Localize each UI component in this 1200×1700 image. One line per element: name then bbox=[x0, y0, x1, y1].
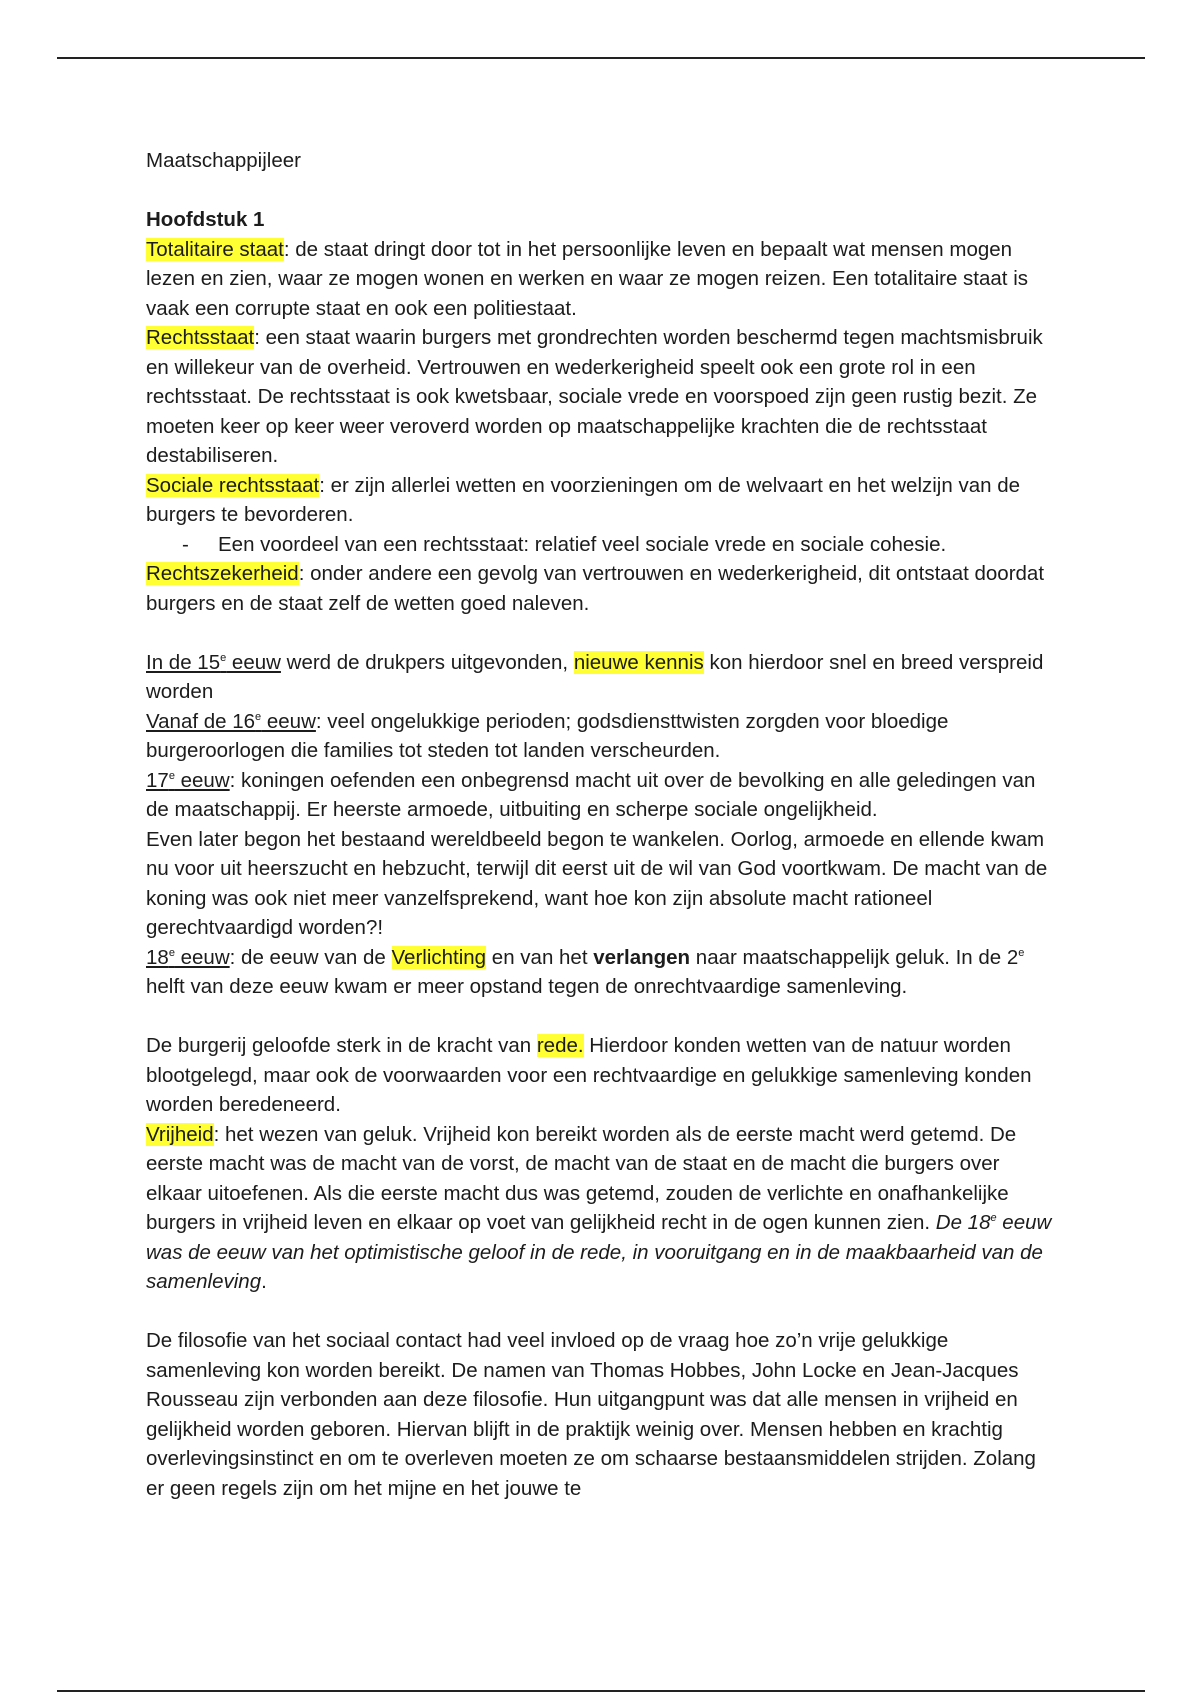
highlighted-term: Vrijheid bbox=[146, 1122, 214, 1146]
paragraph-15th-century: In de 15e eeuw werd de drukpers uitgevonden, nieuwe kennis kon hierdoor snel en breed verspreid worden bbox=[146, 650, 1044, 703]
paragraph-wereldbeeld: Even later begon het bestaand wereldbeeld begon te wankelen. Oorlog, armoede en ellende kwam nu voor uit heerszucht en hebzucht, terwijl dit eerst uit de wil van God voortkwam. De macht van de koning was ook niet meer vanzelfsprekend, want hoe kon zijn absolute macht rationeel gerechtvaardigd worden?! bbox=[146, 827, 1048, 939]
definition-sociale-rechtsstaat bbox=[146, 471, 1056, 530]
bold-term: verlangen bbox=[593, 945, 691, 969]
chapter-heading: Hoofdstuk 1 bbox=[146, 208, 265, 231]
definition-text: : de staat dringt door tot in het persoonlijke leven en bepaalt wat mensen mogen lezen en zien, waar ze mogen wonen en werken en waar ze mogen reizen. Een totalitaire staat is vaak een corrupte staat en ook een politiestaat. bbox=[146, 237, 1029, 320]
highlighted-term: Verlichting bbox=[391, 945, 487, 969]
footer-rule bbox=[57, 1690, 1145, 1692]
document-title: Maatschappijleer bbox=[146, 149, 301, 172]
bullet-dash: - bbox=[182, 532, 189, 556]
list-item-text: Een voordeel van een rechtsstaat: relatief veel sociale vrede en sociale cohesie. bbox=[218, 532, 947, 556]
definition-text: : een staat waarin burgers met grondrechten worden beschermd tegen machtsmisbruik en willekeur van de overheid. Vertrouwen en wederkerigheid speelt ook een grote rol in een rechtsstaat. De rechtsstaat is ook kwetsbaar, sociale vrede en voorspoed zijn geen rustig bezit. Ze moeten keer op keer weer veroverd worden op maatschappelijke krachten die de rechtsstaat destabiliseren. bbox=[146, 326, 1043, 467]
definition-vrijheid: Vrijheid: het wezen van geluk. Vrijheid kon bereikt worden als de eerste macht werd getemd. De eerste macht was de macht van de vorst, de macht van de staat en de macht die burgers over elkaar uitoefenen. Als die eerste macht dus was getemd, zouden de verlichte en onafhankelijke burgers in vrijheid leven en elkaar op voet van gelijkheid recht in de ogen kunnen zien. De 18e eeuw was de eeuw van het optimistische geloof in de rede, in vooruitgang en in de maakbaarheid van de samenleving. bbox=[146, 1122, 1052, 1293]
italic-summary: De 18e eeuw was de eeuw van het optimistische geloof in de rede, in vooruitgang en in de maakbaarheid van de samenleving bbox=[146, 1211, 1052, 1293]
century-label: 17e eeuw bbox=[146, 768, 230, 792]
paragraph-rede: De burgerij geloofde sterk in de kracht van rede. Hierdoor konden wetten van de natuur worden blootgelegd, maar ook de voorwaarden voor een rechtvaardige en gelukkige samenleving konden worden beredeneerd. bbox=[146, 1034, 1032, 1116]
century-label: In de 15e eeuw bbox=[146, 650, 281, 674]
spacer bbox=[146, 618, 1056, 648]
spacer bbox=[146, 1002, 1056, 1032]
century-label: 18e eeuw bbox=[146, 945, 230, 969]
definition-totalitaire-staat bbox=[146, 235, 1056, 324]
highlighted-term: nieuwe kennis bbox=[573, 650, 704, 674]
highlighted-term: Rechtszekerheid bbox=[146, 562, 299, 585]
paragraph-16th-century: Vanaf de 16e eeuw: veel ongelukkige perioden; godsdiensttwisten zorgden voor bloedige burgeroorlogen die families tot steden tot landen verscheurden. bbox=[146, 709, 949, 762]
header-rule bbox=[57, 57, 1145, 59]
paragraph-17th-century: 17e eeuw: koningen oefenden een onbegrensd macht uit over de bevolking en alle geledingen van de maatschappij. Er heerste armoede, uitbuiting en scherpe sociale ongelijkheid. bbox=[146, 768, 1036, 821]
definition-text: : onder andere een gevolg van vertrouwen en wederkerigheid, dit ontstaat doordat burgers en de staat zelf de wetten goed naleven. bbox=[146, 562, 1045, 615]
highlighted-term: Rechtsstaat bbox=[146, 326, 255, 349]
spacer bbox=[146, 176, 1056, 206]
highlighted-term: Sociale rechtsstaat bbox=[146, 473, 320, 497]
definition-rechtsstaat bbox=[146, 323, 1056, 471]
document-body bbox=[146, 146, 1056, 1503]
definition-text: : er zijn allerlei wetten en voorzieningen om de welvaart en het welzijn van de burgers te bevorderen. bbox=[146, 473, 1021, 526]
list-item bbox=[146, 530, 1056, 560]
highlighted-term: rede. bbox=[536, 1034, 584, 1057]
paragraph-filosofie: De filosofie van het sociaal contact had veel invloed op de vraag hoe zo’n vrije gelukkige samenleving kon worden bereikt. De namen van Thomas Hobbes, John Locke en Jean-Jacques Rousseau zijn verbonden aan deze filosofie. Hun uitgangpunt was dat alle mensen in vrijheid en gelijkheid worden geboren. Hiervan blijft in de praktijk weinig over. Mensen hebben en krachtig overlevingsinstinct en om te overleven moeten ze om schaarse bestaansmiddelen strijden. Zolang er geen regels zijn om het mijne en het jouwe te bbox=[146, 1329, 1036, 1500]
century-label: Vanaf de 16e eeuw bbox=[146, 709, 316, 733]
spacer bbox=[146, 1297, 1056, 1327]
paragraph-18th-century: 18e eeuw: de eeuw van de Verlichting en van het verlangen naar maatschappelijk geluk. In de 2e helft van deze eeuw kwam er meer opstand tegen de onrechtvaardige samenleving. bbox=[146, 945, 1025, 998]
definition-rechtszekerheid bbox=[146, 559, 1056, 618]
highlighted-term: Totalitaire staat bbox=[146, 237, 284, 261]
